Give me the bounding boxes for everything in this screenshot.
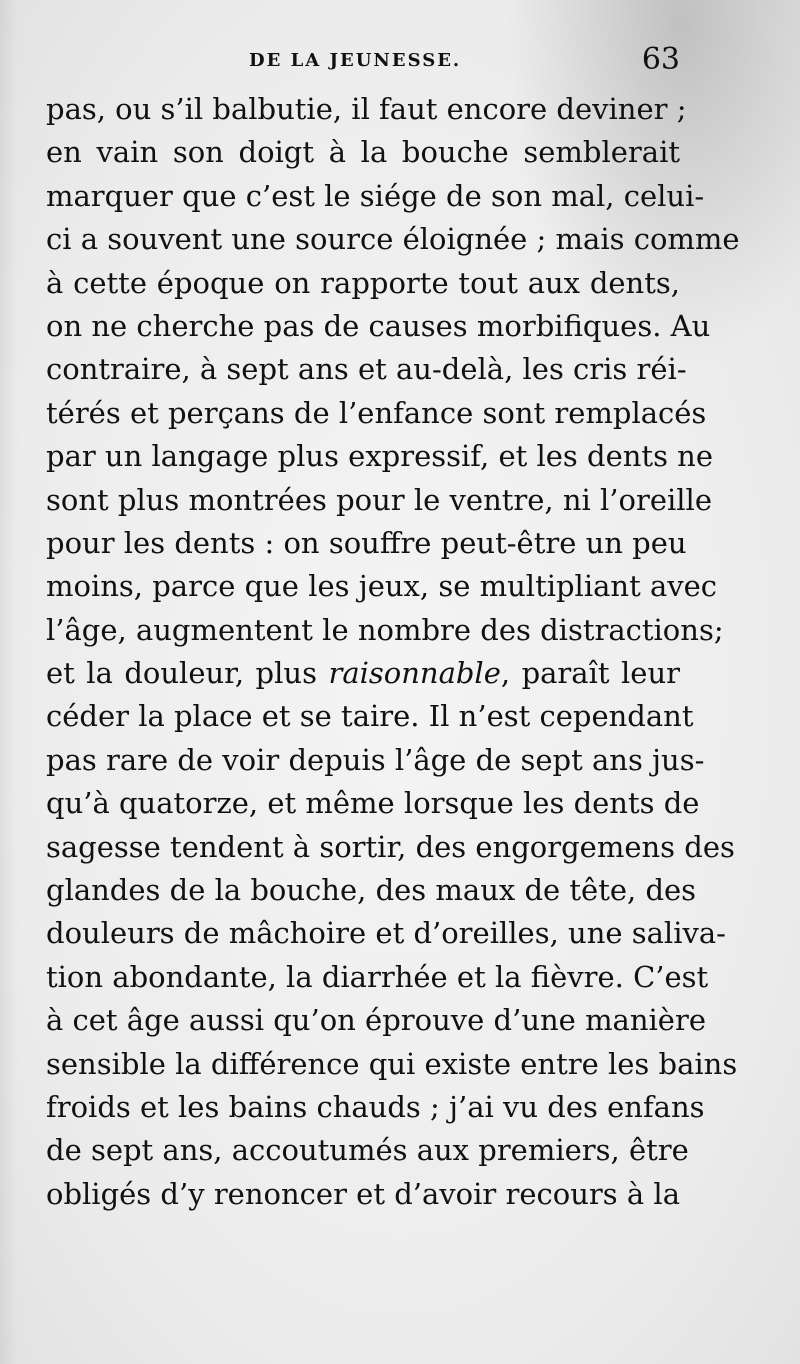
text-line: sensible la différence qui existe entre les bains bbox=[46, 1046, 738, 1081]
text-line: à cette époque on rapporte tout aux dents, bbox=[46, 265, 680, 300]
text-line: en vain son doigt à la bouche semblerait bbox=[46, 135, 680, 170]
text-line: pas, ou s’il balbutie, il faut encore deviner ; bbox=[46, 92, 687, 126]
text-line: ci a souvent une source éloignée ; mais comme bbox=[46, 222, 740, 257]
text-line: qu’à quatorze, et même lorsque les dents de bbox=[46, 786, 700, 821]
page-header bbox=[46, 42, 680, 82]
text-line: marquer que c’est le siége de son mal, celui- bbox=[46, 178, 705, 213]
text-line: de sept ans, accoutumés aux premiers, être bbox=[46, 1133, 689, 1168]
page-gutter-shadow bbox=[0, 0, 18, 1364]
text-segment: et la douleur, plus bbox=[46, 656, 329, 691]
text-line: moins, parce que les jeux, se multipliant avec bbox=[46, 569, 718, 604]
body-text bbox=[46, 88, 740, 1216]
text-line: on ne cherche pas de causes morbifiques. Au bbox=[46, 308, 711, 343]
page-number: 63 bbox=[641, 42, 680, 77]
text-line: contraire, à sept ans et au-delà, les cris réi- bbox=[46, 352, 687, 387]
text-line: à cet âge aussi qu’on éprouve d’une manière bbox=[46, 1003, 706, 1038]
text-line: sont plus montrées pour le ventre, ni l’oreille bbox=[46, 482, 712, 517]
text-line: douleurs de mâchoire et d’oreilles, une saliva- bbox=[46, 916, 726, 951]
text-line: obligés d’y renoncer et d’avoir recours à la bbox=[46, 1176, 680, 1211]
text-line: par un langage plus expressif, et les dents ne bbox=[46, 439, 714, 474]
text-line: térés et perçans de l’enfance sont remplacés bbox=[46, 395, 707, 430]
text-line: pas rare de voir depuis l’âge de sept ans jus- bbox=[46, 742, 705, 777]
text-line: l’âge, augmentent le nombre des distractions; bbox=[46, 612, 724, 647]
text-line: céder la place et se taire. Il n’est cependant bbox=[46, 699, 694, 734]
text-line: pour les dents : on souffre peut-être un peu bbox=[46, 525, 687, 560]
text-line: sagesse tendent à sortir, des engorgemens des bbox=[46, 829, 735, 864]
text-line bbox=[46, 652, 680, 695]
running-head: DE LA JEUNESSE. bbox=[249, 50, 462, 71]
italic-word: raisonnable bbox=[328, 656, 501, 691]
text-line: froids et les bains chauds ; j’ai vu des enfans bbox=[46, 1089, 705, 1124]
text-segment: , paraît leur bbox=[500, 656, 680, 691]
text-line: tion abondante, la diarrhée et la fièvre. C’est bbox=[46, 959, 709, 994]
text-line: glandes de la bouche, des maux de tête, des bbox=[46, 873, 697, 908]
